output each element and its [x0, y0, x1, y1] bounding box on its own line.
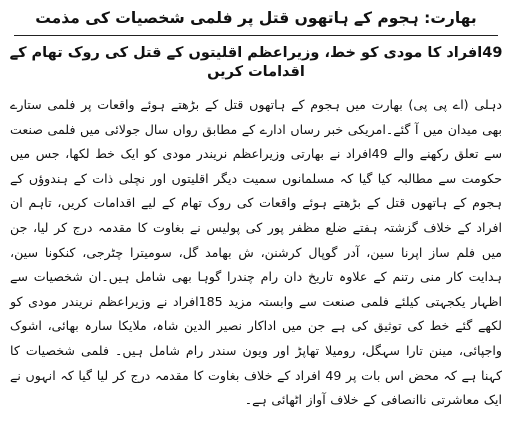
article-subheadline: 49افراد کا مودی کو خط، وزیراعظم اقلیتوں کے قتل کی روک تھام کے اقدامات کریں	[9, 44, 503, 81]
article-headline: بھارت: ہجوم کے ہاتھوں قتل پر فلمی شخصیات کی مذمت	[35, 9, 477, 27]
headline-divider	[14, 35, 498, 36]
article-body: دہلی (اے پی پی) بھارت میں ہجوم کے ہاتھوں قتل کے بڑھتے ہوئے واقعات پر فلمی ستارے بھی میدان میں آ گئے۔امریکی خبر رساں ادارے کے مطابق رواں سال جولائی میں فلمی صنعت سے تعلق رکھنے والے 49افراد نے بھارتی وزیراعظم نریندر مودی کو ایک خط لکھا، جس میں حکومت سے مطالبہ کیا گیا کہ مسلمانوں سمیت دیگر اقلیتوں اور نچلی ذات کے ہندوؤں کے ہجوم کے ہاتھوں قتل کے بڑھتے ہوئے واقعات کی روک تھام کے لیے اقدامات کریں، تاہم ان افراد کے خلاف گزشتہ ہفتے ضلع مظفر پور کی پولیس نے بغاوت کا مقدمہ درج کر لیا، جن میں فلم ساز اپرنا سین، آدر گوپال کرشنن، ش بھامد گل، سومیترا چٹرجی، کنکونا سین، ہدایت کار منی رتنم کے علاوہ تاریخ دان رام چندرا گوہا بھی شامل ہیں۔ان شخصیات سے اظہار یکجہتی کیلئے فلمی صنعت سے وابستہ مزید 185افراد نے وزیراعظم نریندر مودی کو لکھے گئے خط کی توثیق کی ہے جن میں اداکار نصیر الدین شاہ، ملایکا سارہ بھائی، اشوک واجپائی، مینن تارا سہگل، رومیلا تھاپڑ اور ویون سندر رام شامل ہیں۔ فلمی شخصیات کا کہنا ہے کہ محض اس بات پر 49 افراد کے خلاف بغاوت کا مقدمہ درج کر لیا گیا کہ انہوں نے ایک معاشرتی ناانصافی کے خلاف آواز اٹھائی ہے۔	[10, 97, 502, 408]
